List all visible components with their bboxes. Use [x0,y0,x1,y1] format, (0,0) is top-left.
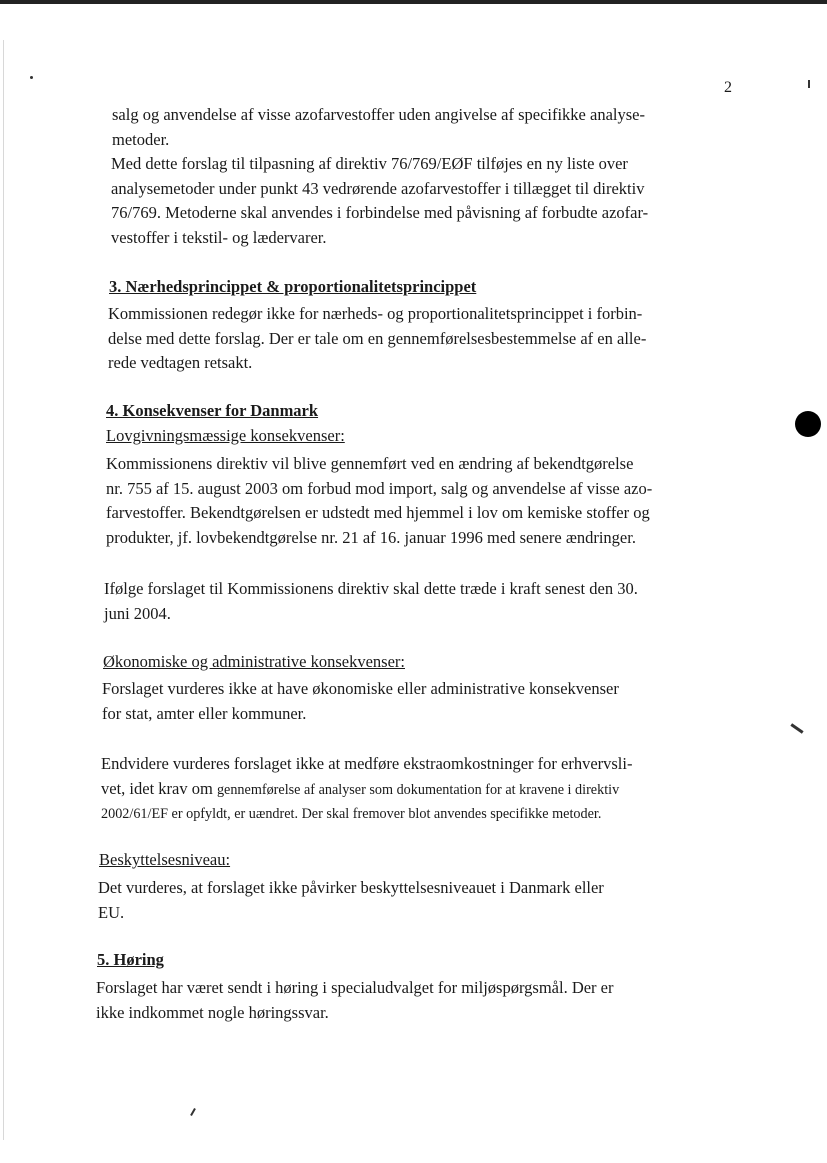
paragraph [111,152,751,250]
text-line: 76/769. Metoderne skal anvendes i forbindelse med påvisning af forbudte azofar- [111,203,649,223]
text-line: rede vedtagen retsakt. [108,353,253,373]
text-line: 2002/61/EF er opfyldt, er uændret. Der skal fremover blot anvendes specifikke metoder. [101,806,602,823]
paragraph [104,577,744,626]
text-line: metoder. [112,129,170,149]
text-line: produkter, jf. lovbekendtgørelse nr. 21 af 16. januar 1996 med senere ændringer. [106,527,636,547]
text-line: Endvidere vurderes forslaget ikke at medføre ekstraomkostninger for erhvervsli- [101,754,633,773]
text-line: EU. [98,902,125,922]
paragraph [98,876,738,925]
subheading: Lovgivningsmæssige konsekvenser: [106,426,345,445]
paragraph [101,752,741,827]
text-line: delse med dette forslag. Der er tale om en gennemførelsesbestemmelse af en alle- [108,328,647,348]
paragraph [106,452,746,550]
text-line: Forslaget vurderes ikke at have økonomiske eller administrative konsekvenser [102,679,619,698]
section-heading-4: 4. Konsekvenser for Danmark [106,401,319,420]
text-line: Det vurderes, at forslaget ikke påvirker beskyttelsesniveauet i Danmark eller [98,878,604,897]
section-heading-3: 3. Nærhedsprincippet & proportionalitetsprincippet [109,277,477,296]
subheading: Økonomiske og administrative konsekvenser: [103,652,405,671]
scan-speck [190,1108,196,1116]
text-line: Kommissionens direktiv vil blive gennemført ved en ændring af bekendtgørelse [106,454,634,473]
page-number: 2 [724,79,732,96]
scan-speck [30,76,33,79]
paragraph [108,302,748,376]
text-line: farvestoffer. Bekendtgørelsen er udstedt med hjemmel i lov om kemiske stoffer og [106,503,650,523]
text-line: nr. 755 af 15. august 2003 om forbud mod import, salg og anvendelse af visse azo- [106,478,653,498]
subheading: Beskyttelsesniveau: [99,850,231,869]
scan-speck [808,80,810,88]
text-line [101,777,741,803]
punch-hole-mark [795,411,821,437]
text-line: Kommissionen redegør ikke for nærheds- og proportionalitetsprincippet i forbin- [108,304,643,323]
paragraph [96,976,736,1025]
scan-left-edge [3,40,4,1140]
text-line: juni 2004. [104,603,171,623]
text-line: Ifølge forslaget til Kommissionens direktiv skal dette træde i kraft senest den 30. [104,579,638,598]
scan-top-border [0,0,827,4]
text-line: Forslaget har været sendt i høring i specialudvalget for miljøspørgsmål. Der er [96,978,614,997]
text-line: salg og anvendelse af visse azofarvestoffer uden angivelse af specifikke analyse- [112,105,645,124]
text-line: analysemetoder under punkt 43 vedrørende azofarvestoffer i tillægget til direktiv [111,178,645,198]
text-line: for stat, amter eller kommuner. [102,703,307,723]
text-run: gennemførelse af analyser som dokumentation for at kravene i direktiv [216,781,620,798]
section-heading-5: 5. Høring [97,950,164,969]
text-run: vet, idet krav om [101,778,217,798]
text-line: ikke indkommet nogle høringssvar. [96,1002,329,1022]
text-line: Med dette forslag til tilpasning af direktiv 76/769/EØF tilføjes en ny liste over [111,154,628,173]
text-line: vestoffer i tekstil- og lædervarer. [111,227,327,247]
scan-speck [790,723,803,733]
paragraph [112,103,752,152]
paragraph [102,677,742,726]
